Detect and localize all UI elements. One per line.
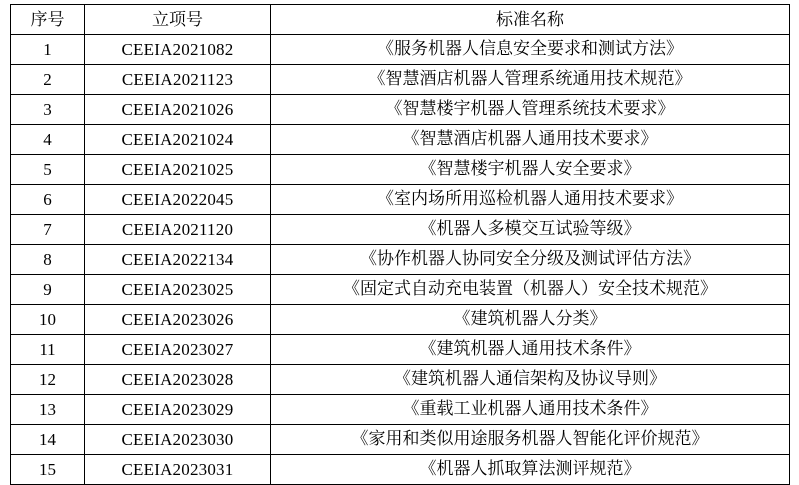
cell-name: 《建筑机器人通用技术条件》 <box>271 335 790 365</box>
cell-name: 《固定式自动充电装置（机器人）安全技术规范》 <box>271 275 790 305</box>
table-row <box>11 95 790 125</box>
table-row <box>11 215 790 245</box>
table-header <box>11 5 790 35</box>
cell-name: 《智慧楼宇机器人安全要求》 <box>271 155 790 185</box>
table-row <box>11 425 790 455</box>
cell-seq: 4 <box>11 125 85 155</box>
cell-name: 《智慧酒店机器人通用技术要求》 <box>271 125 790 155</box>
cell-code: CEEIA2022045 <box>85 185 271 215</box>
cell-seq: 11 <box>11 335 85 365</box>
table-body <box>11 35 790 485</box>
cell-seq: 1 <box>11 35 85 65</box>
cell-name: 《家用和类似用途服务机器人智能化评价规范》 <box>271 425 790 455</box>
table-row <box>11 245 790 275</box>
cell-code: CEEIA2022134 <box>85 245 271 275</box>
column-header-code: 立项号 <box>85 5 271 35</box>
table-row <box>11 305 790 335</box>
cell-seq: 13 <box>11 395 85 425</box>
cell-code: CEEIA2021024 <box>85 125 271 155</box>
cell-code: CEEIA2023025 <box>85 275 271 305</box>
cell-name: 《智慧楼宇机器人管理系统技术要求》 <box>271 95 790 125</box>
standards-table <box>10 4 790 485</box>
cell-seq: 9 <box>11 275 85 305</box>
table-row <box>11 35 790 65</box>
cell-code: CEEIA2023029 <box>85 395 271 425</box>
cell-seq: 3 <box>11 95 85 125</box>
cell-code: CEEIA2023027 <box>85 335 271 365</box>
table-header-row <box>11 5 790 35</box>
cell-seq: 2 <box>11 65 85 95</box>
cell-code: CEEIA2021120 <box>85 215 271 245</box>
table-row <box>11 335 790 365</box>
table-row <box>11 395 790 425</box>
cell-code: CEEIA2021123 <box>85 65 271 95</box>
cell-seq: 10 <box>11 305 85 335</box>
cell-code: CEEIA2023030 <box>85 425 271 455</box>
cell-code: CEEIA2021025 <box>85 155 271 185</box>
cell-name: 《机器人多模交互试验等级》 <box>271 215 790 245</box>
cell-code: CEEIA2021026 <box>85 95 271 125</box>
cell-code: CEEIA2021082 <box>85 35 271 65</box>
cell-name: 《服务机器人信息安全要求和测试方法》 <box>271 35 790 65</box>
cell-seq: 5 <box>11 155 85 185</box>
table-row <box>11 155 790 185</box>
table-row <box>11 365 790 395</box>
table-row <box>11 455 790 485</box>
column-header-seq: 序号 <box>11 5 85 35</box>
cell-seq: 15 <box>11 455 85 485</box>
cell-seq: 6 <box>11 185 85 215</box>
cell-name: 《室内场所用巡检机器人通用技术要求》 <box>271 185 790 215</box>
cell-code: CEEIA2023026 <box>85 305 271 335</box>
cell-seq: 8 <box>11 245 85 275</box>
cell-name: 《建筑机器人分类》 <box>271 305 790 335</box>
cell-name: 《机器人抓取算法测评规范》 <box>271 455 790 485</box>
cell-seq: 12 <box>11 365 85 395</box>
cell-name: 《建筑机器人通信架构及协议导则》 <box>271 365 790 395</box>
table-row <box>11 65 790 95</box>
cell-name: 《协作机器人协同安全分级及测试评估方法》 <box>271 245 790 275</box>
cell-seq: 14 <box>11 425 85 455</box>
cell-code: CEEIA2023031 <box>85 455 271 485</box>
cell-name: 《重载工业机器人通用技术条件》 <box>271 395 790 425</box>
cell-code: CEEIA2023028 <box>85 365 271 395</box>
cell-name: 《智慧酒店机器人管理系统通用技术规范》 <box>271 65 790 95</box>
table-row <box>11 185 790 215</box>
table-row <box>11 125 790 155</box>
column-header-name: 标准名称 <box>271 5 790 35</box>
cell-seq: 7 <box>11 215 85 245</box>
table-row <box>11 275 790 305</box>
